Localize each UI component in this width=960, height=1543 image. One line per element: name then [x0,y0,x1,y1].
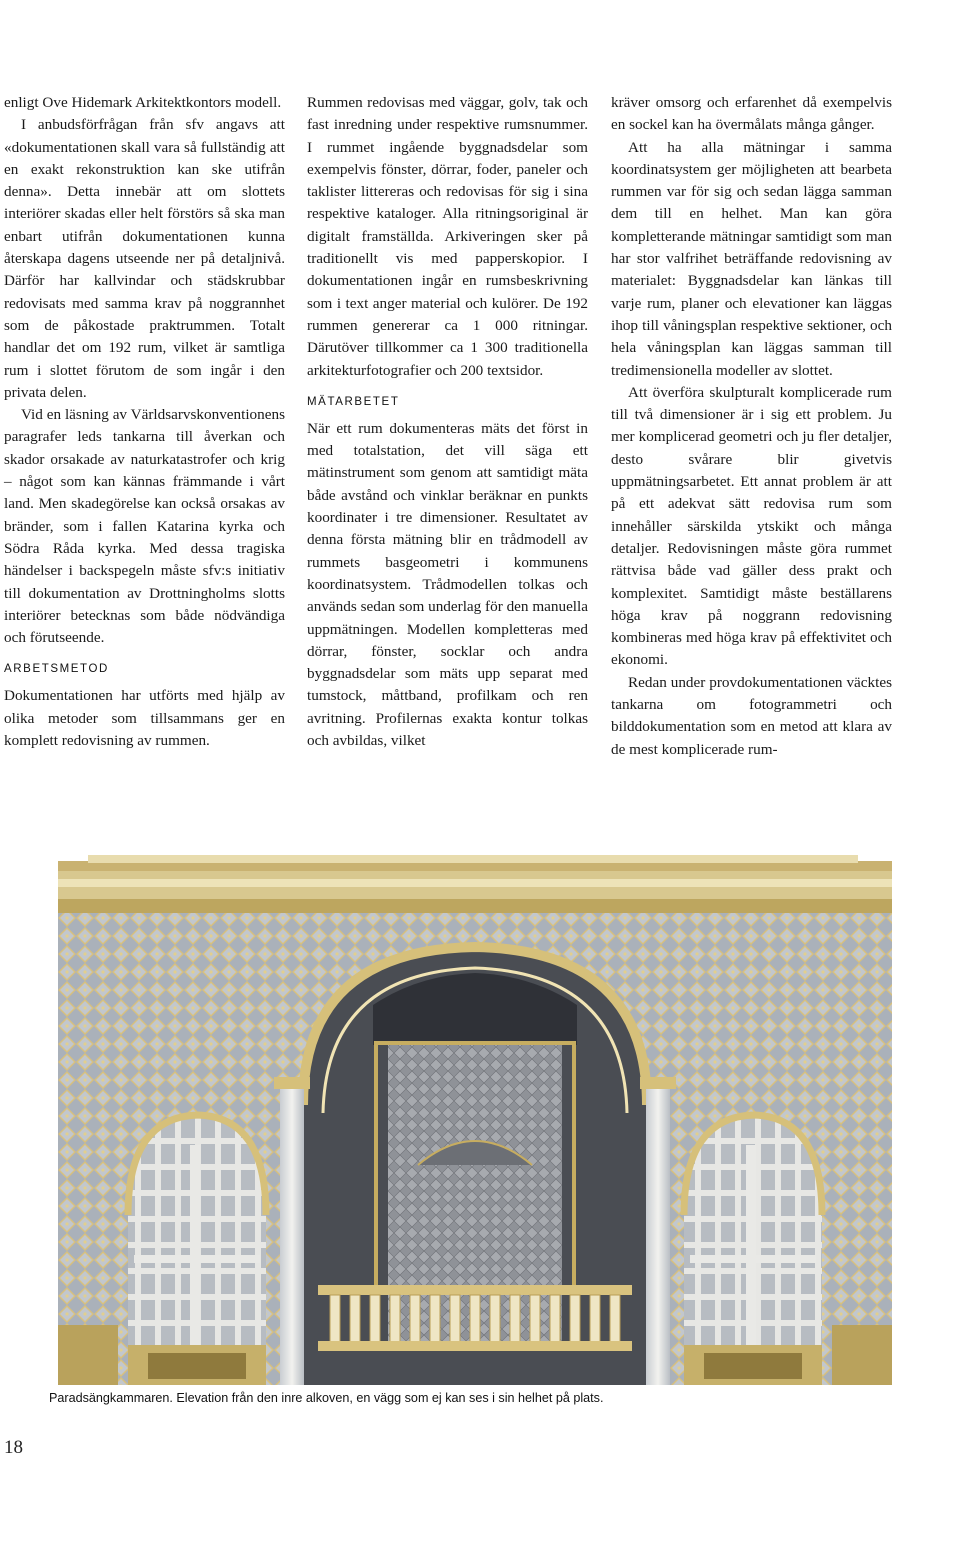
paragraph: Att ha alla mätningar i samma koordinatsystem ger möjligheten att bearbeta rummen var för sig och sedan lägga samman dem till en helhet. Man kan göra kompletterande mätningar samtidigt som man har stor valfrihet beträffande redovisning av materialet: Byggnadsdelar kan länkas till varje rum, planer och elevationer kan läggas ihop till våningsplan respektive sektioner, och hela våningsplan kan läggas samman till tredimensionella modeller av slottet. [611,138,892,379]
text-column-1 [4,92,285,752]
section-heading: MÄTARBETET [307,395,400,408]
elevation-illustration [58,855,892,1385]
page-number: 18 [4,1437,23,1458]
paragraph: kräver omsorg och erfarenhet då exempelvis en sockel kan ha övermålats många gånger. [611,94,892,134]
paragraph: Rummen redovisas med väggar, golv, tak och fast inredning under respektive rumsnummer. I rummet ingående byggnadsdelar som exempelvis fönster, dörrar, foder, paneler och taklister littereras och redovisas för sig i sina respektive kataloger. Alla ritningsoriginal är digitalt framställda. Arkiveringen sker på traditionellt vis med papperskopior. I dokumentationen ingår en rumsbeskrivning som i text anger material och kulörer. De 192 rummen genererar ca 1 000 ritningar. Därutöver tillkommer ca 1 300 traditionella arkitekturfotografier och 200 textsidor. [307,94,588,379]
section-heading: ARBETSMETOD [4,663,109,676]
paragraph: Att överföra skulpturalt komplicerade rum till två dimensioner är i sig ett problem. Ju mer komplicerad geometri och ju fler detaljer, desto svårare blir givetvis uppmätningsarbetet. Ett annat problem är att på ett adekvat sätt redovisa rum som innehåller särskilda ytskikt och många detaljer. Redovisningen måste göra rummet rättvisa både vad gäller dess prakt och komplexitet. Samtidigt måste beställarens höga krav på noggrann redovisning kombineras med höga krav på effektivitet och ekonomi. [611,383,892,669]
paragraph: När ett rum dokumenteras mäts det först in med totalstation, det vill säga ett mätinstrument som genom att samtidigt mäta både avstånd och vinklar beräknar en punkts koordinater i tre dimensioner. Resultatet av denna första mätning blir en trådmodell av rummets basgeometri i kommunens koordinatsystem. Trådmodellen tolkas och används sedan som underlag för den manuella uppmätningen. Modellen kompletteras med dörrar, fönster, socklar och andra byggnadsdelar som mäts upp separat med tumstock, måttband, profilkam och ren avritning. Profilernas exakta kontur tolkas och avbildas, vilket [307,419,588,750]
paragraph: I anbudsförfrågan från sfv angavs att «dokumentationen skall vara så fullständig att en exakt rekonstruktion kan ske utifrån denna». Detta innebär att om slottets interiörer skadas eller helt förstörs så ska man enbart utifrån dokumentationen kunna återskapa dagens utseende ner på detaljnivå. Därför har kallvindar och städskrubbar redovisats med samma krav på noggrannhet som de påkostade praktrummen. Totalt handlar det om 192 rum, vilket är samtliga rum i slottet förutom de som ingår i den privata delen. [4,116,285,401]
paragraph: Redan under provdokumentationen väcktes tankarna om fotogrammetri och bilddokumentation som en metod att klara av de mest komplicerade rum- [611,673,892,758]
paragraph: enligt Ove Hidemark Arkitektkontors modell. [4,94,282,111]
text-column-2 [307,92,588,752]
text-column-3 [611,92,892,761]
paragraph: Vid en läsning av Världsarvskonventionens paragrafer leds tankarna till åverkan och skador orsakade av naturkatastrofer och krig – något som kan kännas främmande i vårt land. Men skadegörelse kan också orsakas av bränder, som i fallen Katarina kyrka och Södra Råda kyrka. Med dessa tragiska händelser i backspegeln måste sfv:s initiativ till dokumentation av Drottningholms slotts interiörer betecknas som både nödvändiga och förutseende. [4,406,285,647]
paragraph: Dokumentationen har utförts med hjälp av olika metoder som tillsammans ger en komplett redovisning av rummen. [4,687,285,750]
figure-caption: Paradsängkammaren. Elevation från den inre alkoven, en vägg som ej kan ses i sin helhet på plats. [49,1391,604,1405]
